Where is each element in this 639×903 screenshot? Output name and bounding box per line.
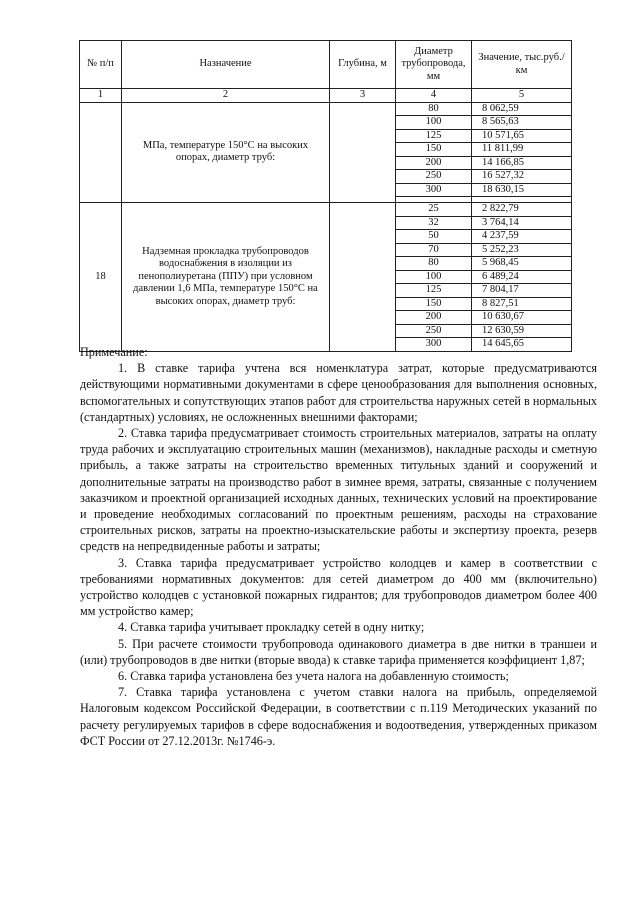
note-item: 4. Ставка тарифа учитывает прокладку сетей в одну нитку; [118,620,425,635]
diameter-cell: 150 [396,297,472,311]
note-item: 2. Ставка тарифа предусматривает стоимость строительных материалов, затраты на оплату труда рабочих и эксплуатацию строительных машин (механизмов), накладные расходы и сметную прибыль, а также затраты на строительство временных титульных зданий и сооружений и дополнительные затраты на производство работ в зимнее время, затраты, связанные с получением заказчиком и проектной организацией исходных данных, технических условий на проектирование и проведение необходимых согласований по проектным решениям, расходы на страхование строительных рисков, затраты на проектно-изыскательские работы и экспертизу проекта, резерв средств на непредвиденные работы и затраты; [80,426,597,554]
row-number [80,102,122,203]
column-number: 1 [80,89,122,103]
row-depth [330,102,396,203]
table-header-row [80,41,572,89]
value-cell: 8 062,59 [472,102,572,116]
note-item: 3. Ставка тарифа предусматривает устройство колодцев и камер в соответствии с требованиями нормативных документов: для сетей диаметром до 400 мм (включительно) устройство колодцев с установкой пожарных гидрантов; для трубопроводов диаметром более 400 мм устройство камер; [80,555,597,619]
value-cell: 16 527,32 [472,170,572,184]
column-number: 5 [472,89,572,103]
diameter-cell: 70 [396,243,472,257]
diameter-cell: 125 [396,284,472,298]
value-cell: 10 571,65 [472,129,572,143]
value-cell: 18 630,15 [472,183,572,197]
note-item: 1. В ставке тарифа учтена вся номенклатура затрат, которые предусматриваются действующими нормативными документами в сфере ценообразования для выполнения основных, вспомогательных и сопутствующих этапов работ для строительства наружных сетей в нормальных (стандартных) условиях, не осложненных внешними факторами; [80,361,597,424]
value-cell: 5 252,23 [472,243,572,257]
value-cell: 14 166,85 [472,156,572,170]
column-number-row [80,89,572,103]
header-purpose: Назначение [122,41,330,89]
header-depth: Глубина, м [330,41,396,89]
value-cell: 5 968,45 [472,257,572,271]
notes-section [80,344,597,749]
row-purpose: Надземная прокладка трубопроводов водоснабжения в изоляции из пенополиуретана (ППУ) при условном давлении 1,6 МПа, температуре 150°С на высоких опорах, диаметр труб: [122,203,330,352]
header-no: № п/п [80,41,122,89]
value-cell: 11 811,99 [472,143,572,157]
value-cell: 8 827,51 [472,297,572,311]
row-number: 18 [80,203,122,352]
diameter-cell: 150 [396,143,472,157]
diameter-cell: 200 [396,311,472,325]
diameter-cell: 50 [396,230,472,244]
value-cell: 14 645,65 [472,338,572,352]
row-purpose: МПа, температуре 150°С на высоких опорах, диаметр труб: [122,102,330,203]
value-cell: 12 630,59 [472,324,572,338]
column-number: 3 [330,89,396,103]
diameter-cell: 80 [396,102,472,116]
diameter-cell: 80 [396,257,472,271]
notes-heading: Примечание: [80,345,148,359]
table-row [80,102,572,116]
note-item: 5. При расчете стоимости трубопровода одинакового диаметра в две нитки в траншеи и (или) трубопроводов в две нитки (вторые ввода) к ставке тарифа применяется коэффициент 1,87; [80,636,597,667]
note-item: 7. Ставка тарифа установлена с учетом ставки налога на прибыль, определяемой Налоговым кодексом Российской Федерации, в соответствии с п.119 Методических указаний по расчету регулируемых тарифов в сфере водоснабжения и водоотведения, утвержденных приказом ФСТ России от 27.12.2013г. №1746-э. [80,685,597,748]
tariff-table [79,40,572,352]
note-item: 6. Ставка тарифа установлена без учета налога на добавленную стоимость; [118,669,509,684]
row-depth [330,203,396,352]
diameter-cell: 250 [396,324,472,338]
diameter-cell: 32 [396,216,472,230]
table-row [80,203,572,217]
value-cell: 8 565,63 [472,116,572,130]
value-cell: 2 822,79 [472,203,572,217]
column-number: 4 [396,89,472,103]
diameter-cell: 250 [396,170,472,184]
diameter-cell: 200 [396,156,472,170]
value-cell: 7 804,17 [472,284,572,298]
diameter-cell: 100 [396,116,472,130]
diameter-cell: 25 [396,203,472,217]
diameter-cell: 300 [396,183,472,197]
value-cell: 10 630,67 [472,311,572,325]
diameter-cell: 300 [396,338,472,352]
value-cell: 4 237,59 [472,230,572,244]
diameter-cell: 100 [396,270,472,284]
diameter-cell: 125 [396,129,472,143]
value-cell: 3 764,14 [472,216,572,230]
column-number: 2 [122,89,330,103]
value-cell: 6 489,24 [472,270,572,284]
header-value: Значение, тыс.руб./км [472,41,572,89]
header-diameter: Диаметр трубопровода, мм [396,41,472,89]
